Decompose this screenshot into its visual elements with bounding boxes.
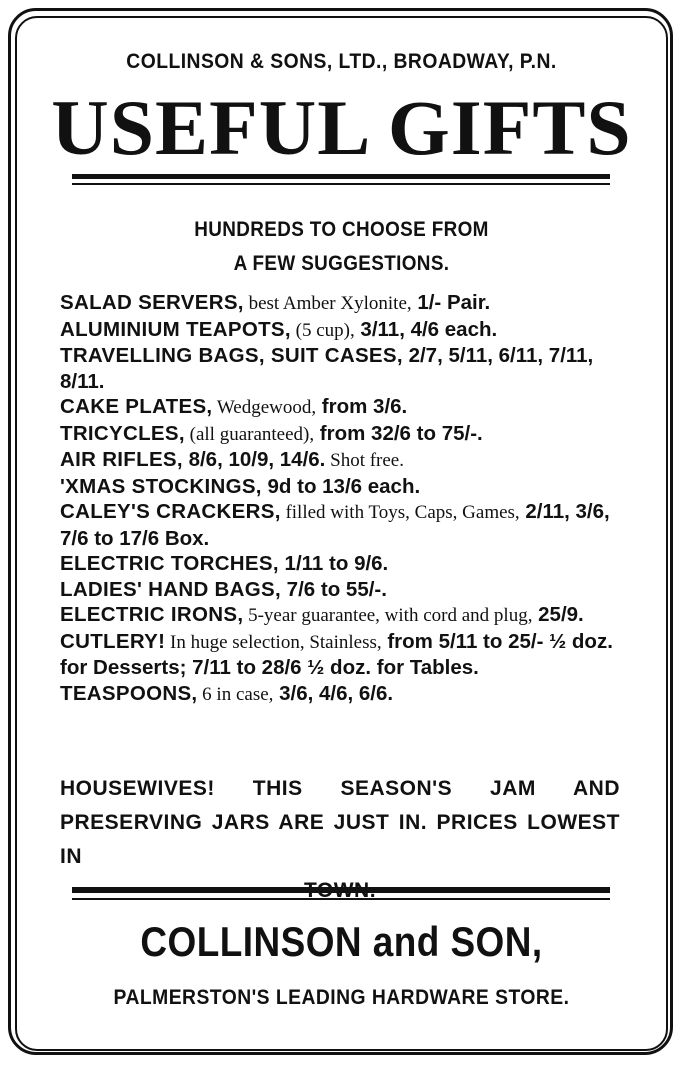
list-item: ELECTRIC IRONS, 5-year guarantee, with cord and plug, 25/9. [60,603,584,626]
store-name: COLLINSON and SON, [140,918,543,965]
list-item: 'XMAS STOCKINGS, 9d to 13/6 each. [60,474,421,498]
subtitle-hundreds: HUNDREDS TO CHOOSE FROM [194,218,489,241]
footer-rule-thin [72,898,610,900]
advert-title: USEFUL GIFTS [51,84,632,171]
subtitle-suggestions: A FEW SUGGESTIONS. [233,252,450,275]
list-item: AIR RIFLES, 8/6, 10/9, 14/6. Shot free. [60,448,404,471]
list-item: CAKE PLATES, Wedgewood, from 3/6. [60,395,408,418]
list-item: CUTLERY! In huge selection, Stainless, from 5/11 to 25/- ½ doz. for Desserts; 7/11 to 28/6 ½ doz. for Tables. [60,629,613,679]
list-item: TEASPOONS, 6 in case, 3/6, 4/6, 6/6. [60,681,394,705]
list-item: LADIES' HAND BAGS, 7/6 to 55/-. [60,577,387,601]
list-item: TRICYCLES, (all guaranteed), from 32/6 to 75/-. [60,421,483,445]
list-item: TRAVELLING BAGS, SUIT CASES, 2/7, 5/11, 6/11, 7/11, 8/11. [60,344,594,393]
list-item: ELECTRIC TORCHES, 1/11 to 9/6. [60,552,389,575]
advert-header: COLLINSON & SONS, LTD., BROADWAY, P.N. [126,50,557,73]
list-item: SALAD SERVERS, best Amber Xylonite, 1/- Pair. [60,291,491,314]
notice-text: HOUSEWIVES! THIS SEASON'S JAM AND PRESERVING JARS ARE JUST IN. PRICES LOWEST IN [60,777,620,868]
title-rule-thick [72,174,610,179]
footer-rule-thick [72,887,610,893]
item-list [60,290,625,707]
store-tagline: PALMERSTON'S LEADING HARDWARE STORE. [113,986,570,1009]
title-rule-thin [72,183,610,185]
list-item: CALEY'S CRACKERS, filled with Toys, Caps, Games, 2/11, 3/6, 7/6 to 17/6 Box. [60,500,610,550]
list-item: ALUMINIUM TEAPOTS, (5 cup), 3/11, 4/6 each. [60,317,498,341]
